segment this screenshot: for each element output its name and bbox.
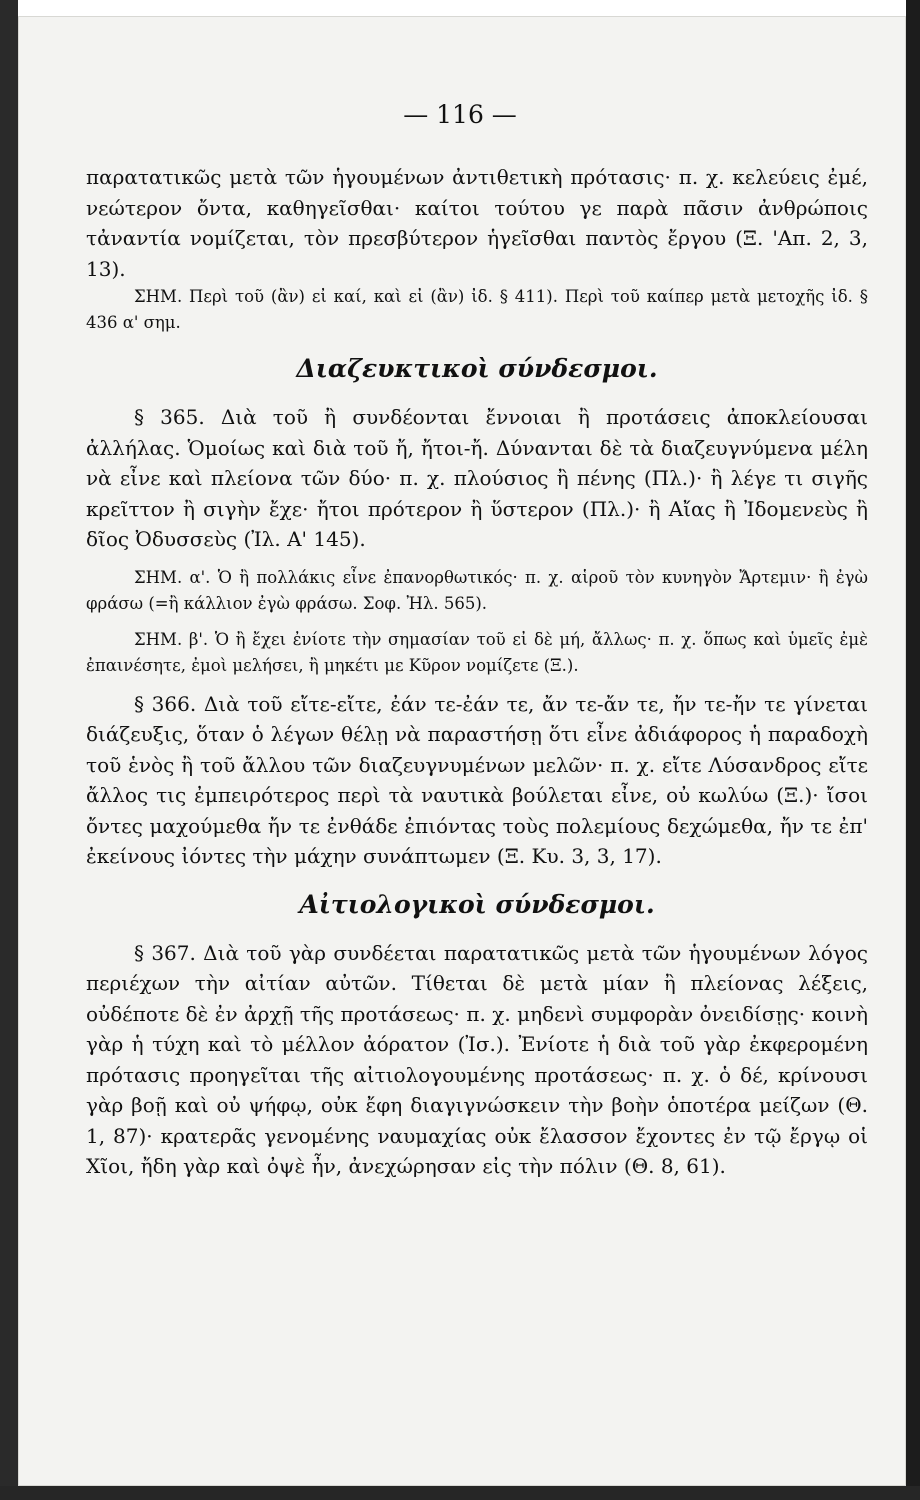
section-heading-disjunctive: Διαζευκτικοὶ σύνδεσμοι.: [296, 354, 658, 383]
page-number: — 116 —: [403, 100, 517, 129]
scan-bottom-edge: [0, 1486, 920, 1500]
note-365-beta: ΣΗΜ. β'. Ὁ ἢ ἔχει ἐνίοτε τὴν σημασίαν τοῦ εἰ δὲ μή, ἄλλως· π. χ. ὅπως καὶ ὑμεῖς ἐμὲ ἐπαινέσητε, ἐμοὶ μελήσει, ἢ μηκέτι με Κῦρον νομίζετε (Ξ.).: [86, 629, 868, 675]
note-365-alpha: ΣΗΜ. α'. Ὁ ἢ πολλάκις εἶνε ἐπανορθωτικός· π. χ. αἱροῦ τὸν κυνηγὸν Ἄρτεμιν· ἢ ἐγὼ φράσω (=ἢ κάλλιον ἐγὼ φράσω. Σοφ. Ἠλ. 565).: [86, 567, 868, 613]
scan-right-edge: [906, 0, 920, 1500]
page-body: [86, 162, 868, 1182]
paragraph-intro: παρατατικῶς μετὰ τῶν ἡγουμένων ἀντιθετικὴ πρότασις· π. χ. κελεύεις ἐμέ, νεώτερον ὄντα, καθηγεῖσθαι· καίτοι τούτου γε παρὰ πᾶσιν ἀνθρώποις τἀναντία νομίζεται, τὸν πρεσβύτερον ἡγεῖσθαι παντὸς ἔργου (Ξ. 'Απ. 2, 3, 13).: [86, 165, 868, 281]
scan-left-edge: [0, 0, 18, 1500]
paragraph-367: § 367. Διὰ τοῦ γὰρ συνδέεται παρατατικῶς μετὰ τῶν ἡγουμένων λόγος περιέχων τὴν αἰτίαν αὐτῶν. Τίθεται δὲ μετὰ μίαν ἢ πλείονας λέξεις, οὐδέποτε δὲ ἐν ἀρχῇ τῆς προτάσεως· π. χ. μηδενὶ συμφορὰν ὀνειδίσῃς· κοινὴ γὰρ ἡ τύχη καὶ τὸ μέλλον ἀόρατον (Ἰσ.). Ἐνίοτε ἡ διὰ τοῦ γὰρ ἐκφερομένη πρότασις προηγεῖται τῆς αἰτιολογουμένης προτάσεως· π. χ. ὁ δέ, κρίνουσι γὰρ βοῇ καὶ οὐ ψήφῳ, οὐκ ἔφη διαγιγνώσκειν τὴν βοὴν ὁποτέρα μείζων (Θ. 1, 87)· κρατερᾶς γενομένης ναυμαχίας οὐκ ἔλασσον ἔχοντες ἐν τῷ ἔργῳ οἱ Χῖοι, ἤδη γὰρ καὶ ὀψὲ ἦν, ἀνεχώρησαν εἰς τὴν πόλιν (Θ. 8, 61).: [86, 940, 868, 1178]
note-intro: ΣΗΜ. Περὶ τοῦ (ἂν) εἰ καί, καὶ εἰ (ἂν) ἰδ. § 411). Περὶ τοῦ καίπερ μετὰ μετοχῆς ἰδ. § 436 α' σημ.: [86, 287, 868, 332]
section-heading-causal: Αἰτιολογικοὶ σύνδεσμοι.: [299, 889, 655, 919]
paragraph-366: § 366. Διὰ τοῦ εἴτε-εἴτε, ἐάν τε-ἐάν τε, ἄν τε-ἄν τε, ἤν τε-ἤν τε γίνεται διάζευξις, ὅταν ὁ λέγων θέλῃ νὰ παραστήσῃ ὅτι εἶνε ἀδιάφορος ἡ παραδοχὴ τοῦ ἑνὸς ἢ τοῦ ἄλλου τῶν διαζευγνυμένων μελῶν· π. χ. εἴτε Λύσανδρος εἴτε ἄλλος τις ἐμπειρότερος περὶ τὰ ναυτικὰ βούλεται εἶνε, οὐ κωλύω (Ξ.)· ἴσοι ὄντες μαχούμεθα ἤν τε ἐνθάδε ἐπιόντας τοὺς πολεμίους δεχώμεθα, ἤν τε ἐπ' ἐκείνους ἰόντες τὴν μάχην συνάπτωμεν (Ξ. Κυ. 3, 3, 17).: [86, 691, 868, 868]
paragraph-365: § 365. Διὰ τοῦ ἢ συνδέονται ἔννοιαι ἢ προτάσεις ἀποκλείουσαι ἀλλήλας. Ὁμοίως καὶ διὰ τοῦ ἤ, ἤτοι-ἤ. Δύνανται δὲ τὰ διαζευγνύμενα μέλη νὰ εἶνε καὶ πλείονα τῶν δύο· π. χ. πλούσιος ἢ πένης (Πλ.)· ἢ λέγε τι σιγῆς κρεῖττον ἢ σιγὴν ἔχε· ἤτοι πρότερον ἢ ὕστερον (Πλ.)· ἢ Αἴας ἢ Ἰδομενεὺς ἢ δῖος Ὀδυσσεὺς (Ἰλ. Α' 145).: [86, 405, 868, 551]
